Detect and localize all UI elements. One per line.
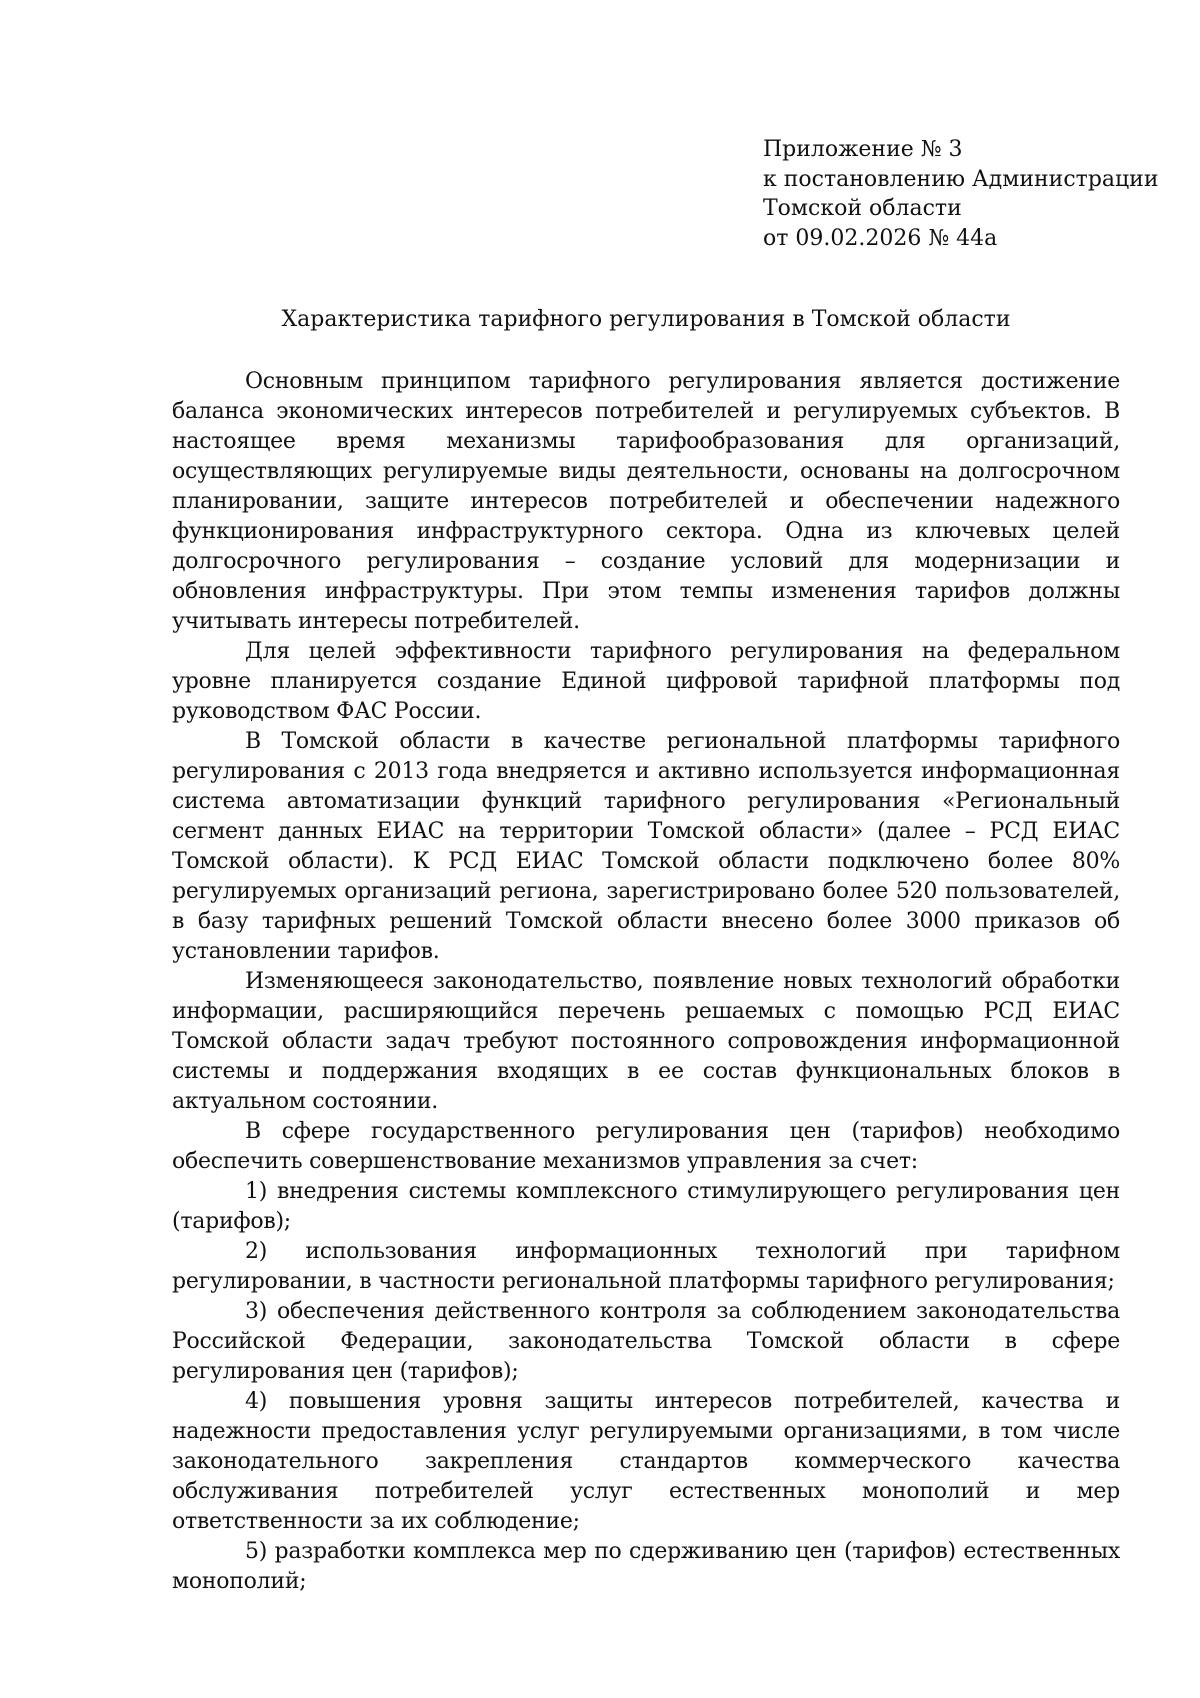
paragraph-improvement-intro: В сфере государственного регулирования цен (тарифов) необходимо обеспечить совершенствование механизмов управления за счет:	[172, 1119, 1120, 1174]
appendix-header	[763, 135, 1163, 253]
list-item-2: 2) использования информационных технологий при тарифном регулировании, в частности региональной платформы тарифного регулирования;	[172, 1239, 1120, 1294]
paragraph-federal-platform: Для целей эффективности тарифного регулирования на федеральном уровне планируется создание Единой цифровой тарифной платформы под руководством ФАС России.	[172, 639, 1120, 724]
paragraph-legislation-changes: Изменяющееся законодательство, появление новых технологий обработки информации, расширяющийся перечень решаемых с помощью РСД ЕИАС Томской области задач требуют постоянного сопровождения информационной системы и поддержания входящих в ее состав функциональных блоков в актуальном состоянии.	[172, 969, 1120, 1114]
paragraph-principle: Основным принципом тарифного регулирования является достижение баланса экономических интересов потребителей и регулируемых субъектов. В настоящее время механизмы тарифообразования для организаций, осуществляющих регулируемые виды деятельности, основаны на долгосрочном планировании, защите интересов потребителей и обеспечении надежного функционирования инфраструктурного сектора. Одна из ключевых целей долгосрочного регулирования – создание условий для модернизации и обновления инфраструктуры. При этом темпы изменения тарифов должны учитывать интересы потребителей.	[172, 369, 1120, 634]
list-item-3: 3) обеспечения действенного контроля за соблюдением законодательства Российской Федерации, законодательства Томской области в сфере регулирования цен (тарифов);	[172, 1299, 1120, 1384]
appendix-region: Томской области	[763, 196, 962, 221]
list-item-1: 1) внедрения системы комплексного стимулирующего регулирования цен (тарифов);	[172, 1179, 1120, 1234]
appendix-resolution-ref: к постановлению Администрации	[763, 166, 1159, 192]
paragraph-regional-platform: В Томской области в качестве региональной платформы тарифного регулирования с 2013 года внедряется и активно используется информационная система автоматизации функций тарифного регулирования «Региональный сегмент данных ЕИАС на территории Томской области» (далее – РСД ЕИАС Томской области). К РСД ЕИАС Томской области подключено более 80% регулируемых организаций региона, зарегистрировано более 520 пользователей, в базу тарифных решений Томской области внесено более 3000 приказов об установлении тарифов.	[172, 729, 1120, 964]
list-item-4: 4) повышения уровня защиты интересов потребителей, качества и надежности предоставления услуг регулируемыми организациями, в том числе законодательного закрепления стандартов коммерческого качества обслуживания потребителей услуг естественных монополий и мер ответственности за их соблюдение;	[172, 1389, 1120, 1534]
list-item-5: 5) разработки комплекса мер по сдерживанию цен (тарифов) естественных монополий;	[172, 1539, 1120, 1594]
document-title: Характеристика тарифного регулирования в Томской области	[281, 307, 1011, 332]
document-body	[172, 367, 1120, 1597]
appendix-date-number: от 09.02.2026 № 44а	[763, 225, 998, 251]
appendix-number: Приложение № 3	[763, 137, 963, 162]
